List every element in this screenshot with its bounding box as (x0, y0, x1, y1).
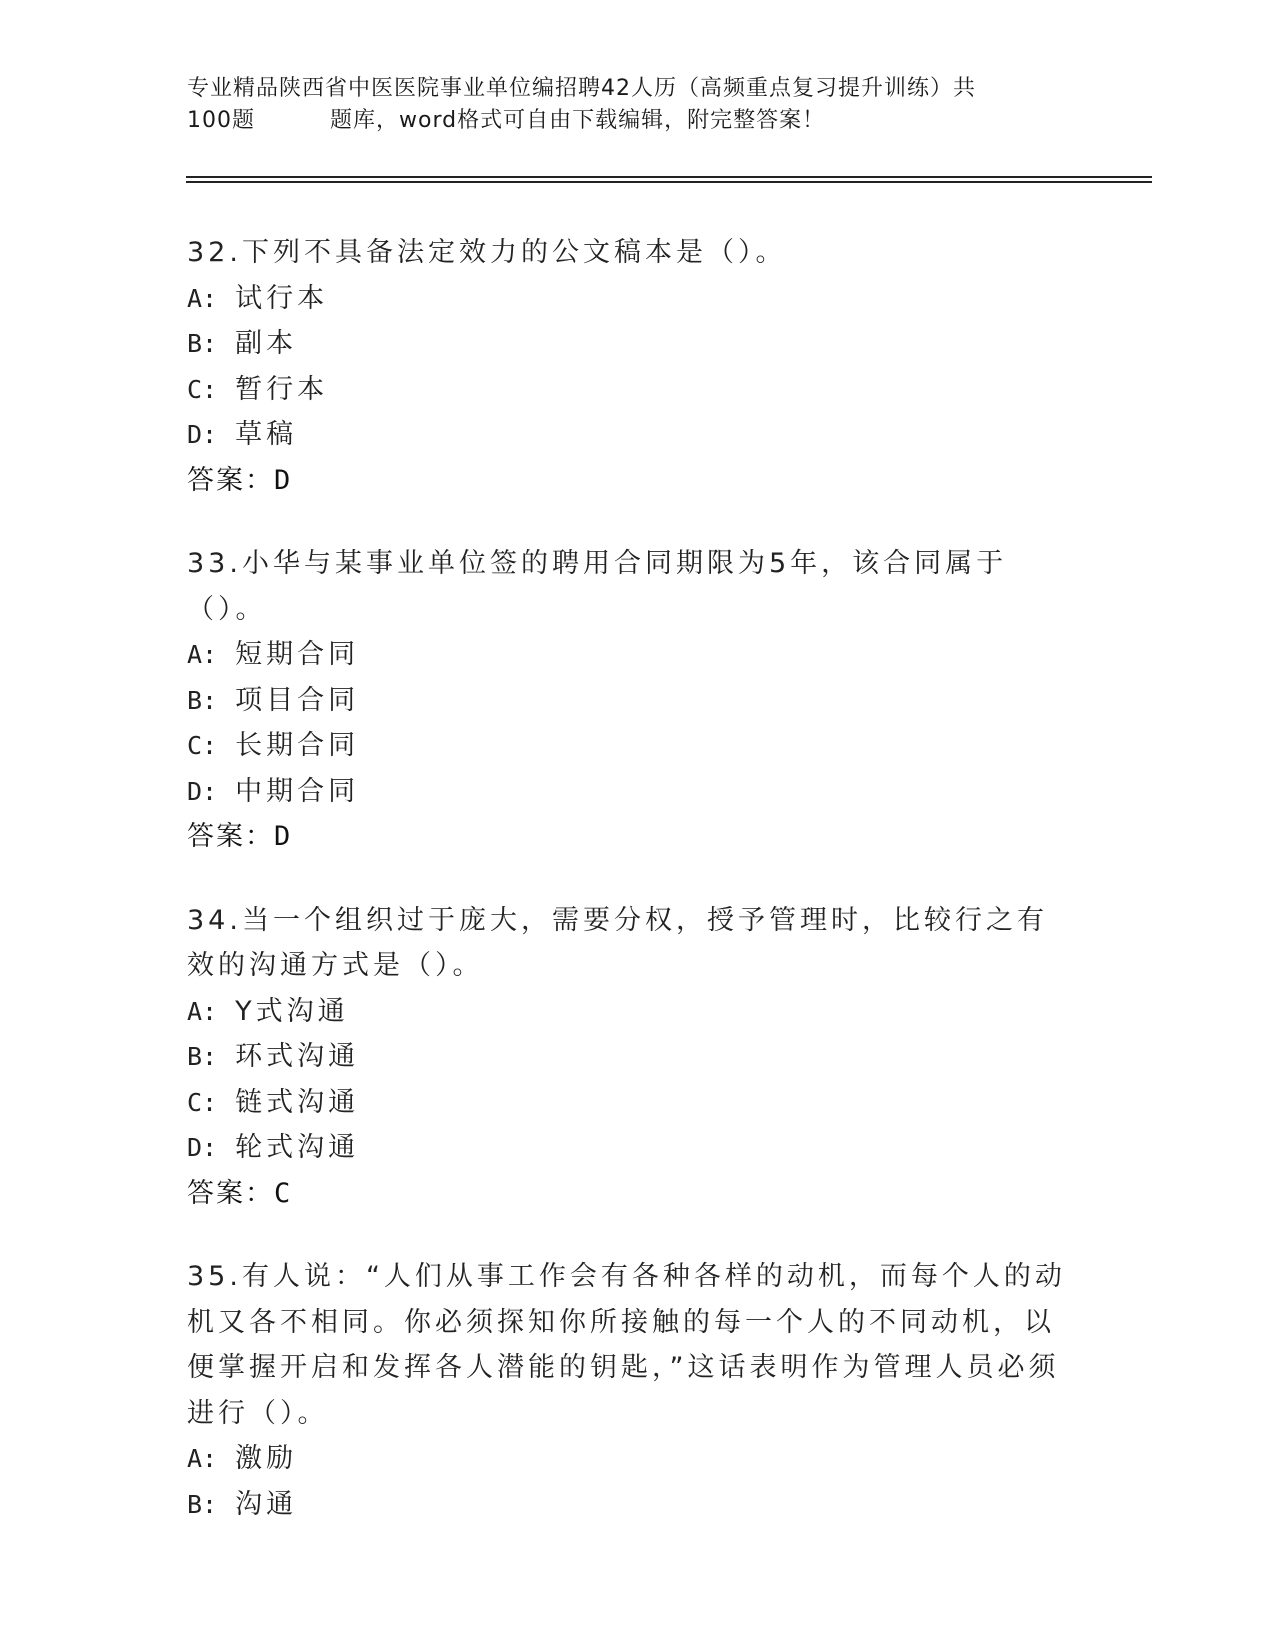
question-text: 34.当一个组织过于庞大，需要分权，授予管理时，比较行之有效的沟通方式是（）。 (187, 904, 1048, 981)
option-text: Y式沟通 (235, 995, 349, 1027)
option-text: 短期合同 (235, 639, 360, 670)
option-key: D: (187, 1133, 218, 1162)
option-text: 长期合同 (235, 730, 360, 761)
answer-label: 答案： (187, 464, 274, 496)
option-b (187, 1034, 1087, 1080)
option-b (187, 1482, 1087, 1528)
answer-line (187, 814, 1087, 860)
question-text: 35.有人说：“人们从事工作会有各种各样的动机，而每个人的动机又各不相同。你必须探知你所接触的每一个人的不同动机，以便掌握开启和发挥各人潜能的钥匙，”这话表明作为管理人员必须进行（）。 (187, 1261, 1066, 1429)
option-text: 暂行本 (235, 373, 329, 405)
option-key: A: (187, 283, 218, 313)
option-d (187, 769, 1087, 815)
question-32 (187, 230, 1087, 503)
option-text: 试行本 (235, 282, 329, 314)
option-text: 轮式沟通 (235, 1132, 360, 1163)
option-key: A: (187, 640, 218, 669)
option-a (187, 632, 1087, 678)
option-text: 环式沟通 (235, 1041, 360, 1072)
option-text: 链式沟通 (235, 1086, 360, 1118)
question-33 (187, 541, 1087, 860)
option-c (187, 723, 1087, 769)
header-divider-bottom (186, 181, 1152, 183)
option-key: A: (187, 996, 218, 1026)
header-question-count: 100题 (187, 108, 255, 133)
option-c (187, 1080, 1087, 1126)
answer-line (187, 1171, 1087, 1217)
question-34 (187, 898, 1087, 1217)
answer-value: D (274, 464, 293, 496)
option-text: 沟通 (235, 1488, 298, 1520)
option-key: D: (187, 776, 218, 806)
option-key: A: (187, 1444, 218, 1473)
option-key: D: (187, 420, 218, 449)
document-header (187, 73, 1087, 137)
answer-value: D (274, 821, 293, 852)
answer-value: C (274, 1177, 293, 1209)
option-key: C: (187, 731, 218, 760)
option-c (187, 367, 1087, 413)
option-a (187, 989, 1087, 1035)
option-key: B: (187, 685, 218, 715)
question-text: 32.下列不具备法定效力的公文稿本是（）。 (187, 237, 787, 268)
option-d (187, 412, 1087, 458)
header-title-line-1: 专业精品陕西省中医医院事业单位编招聘42人历（高频重点复习提升训练）共 (187, 76, 976, 101)
option-key: B: (187, 329, 218, 358)
answer-label: 答案： (187, 1177, 274, 1209)
option-text: 激励 (235, 1443, 298, 1474)
option-text: 项目合同 (235, 684, 360, 716)
option-d (187, 1125, 1087, 1171)
option-text: 中期合同 (235, 775, 360, 807)
option-a (187, 276, 1087, 322)
question-text: 33.小华与某事业单位签的聘用合同期限为5年，该合同属于（）。 (187, 548, 1008, 625)
option-key: C: (187, 1087, 218, 1117)
option-key: B: (187, 1042, 218, 1071)
answer-line (187, 458, 1087, 504)
option-a (187, 1436, 1087, 1482)
option-key: B: (187, 1489, 218, 1519)
header-divider-top (186, 176, 1152, 178)
question-list (187, 230, 1087, 1565)
option-text: 草稿 (235, 419, 298, 450)
option-key: C: (187, 374, 218, 404)
option-text: 副本 (235, 328, 298, 359)
option-b (187, 678, 1087, 724)
answer-label: 答案： (187, 821, 274, 852)
header-description: 题库，word格式可自由下载编辑，附完整答案！ (330, 108, 826, 133)
question-35 (187, 1254, 1087, 1527)
option-b (187, 321, 1087, 367)
header-title-line-2 (187, 105, 1087, 137)
